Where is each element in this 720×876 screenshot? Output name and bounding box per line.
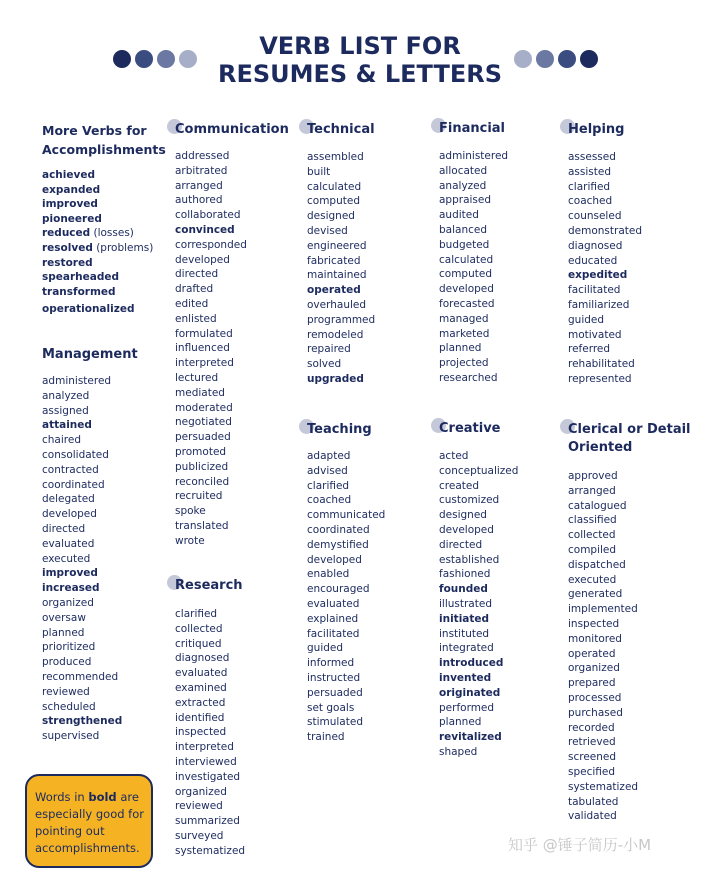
page-title	[0, 32, 720, 88]
verb-item: developed	[439, 283, 494, 296]
left-dots-decoration	[113, 50, 197, 68]
section-management	[42, 346, 138, 744]
verb-item: improved	[42, 567, 98, 580]
verb-item: reviewed	[175, 800, 223, 813]
verb-item: influenced	[175, 342, 230, 355]
verb-item	[42, 285, 166, 300]
heading-text: Teaching	[307, 422, 372, 437]
verb-item: remodeled	[307, 328, 364, 341]
verb-item: rehabilitated	[568, 358, 635, 371]
verb-item: authored	[175, 194, 223, 207]
verb-item: convinced	[175, 223, 235, 236]
verb-item: planned	[439, 716, 482, 729]
verb-item: evaluated	[307, 597, 360, 610]
section-teaching	[307, 421, 385, 745]
verb-item: acted	[439, 450, 469, 462]
verb-item: coordinated	[307, 523, 370, 536]
verb-item: reconciled	[175, 475, 230, 488]
verb-item: devised	[307, 224, 348, 237]
verb-item: encouraged	[307, 583, 370, 596]
word-list	[568, 150, 642, 387]
verb-item: compiled	[568, 543, 617, 556]
verb-item: evaluated	[42, 537, 95, 550]
verb-text: expanded	[42, 183, 101, 196]
verb-item: revitalized	[439, 731, 502, 744]
verb-item: originated	[439, 686, 501, 699]
verb-item: instituted	[439, 627, 490, 640]
verb-item: validated	[568, 810, 617, 823]
verb-item	[42, 226, 166, 241]
verb-item: coached	[568, 195, 613, 208]
verb-item: informed	[307, 657, 355, 670]
word-list	[175, 607, 245, 859]
verb-item: clarified	[175, 608, 218, 620]
verb-item: surveyed	[175, 829, 224, 842]
verb-item: upgraded	[307, 372, 364, 385]
verb-item: motivated	[568, 328, 622, 341]
verb-item: generated	[568, 588, 623, 601]
verb-item: communicated	[307, 509, 386, 522]
section-helping	[568, 121, 642, 387]
verb-item	[42, 168, 166, 183]
verb-item: scheduled	[42, 700, 96, 713]
verb-item: systematized	[175, 844, 246, 857]
verb-item: purchased	[568, 706, 623, 719]
verb-item: screened	[568, 751, 617, 764]
heading-line: Accomplishments	[42, 142, 166, 157]
heading-text: Communication	[175, 122, 289, 137]
verb-item: stimulated	[307, 716, 363, 729]
section-heading	[175, 577, 245, 595]
section-research	[175, 577, 245, 859]
section-heading	[175, 121, 289, 139]
section-accomplishments	[42, 121, 166, 317]
verb-text: pioneered	[42, 212, 102, 225]
verb-note: (problems)	[92, 241, 154, 254]
verb-item: prioritized	[42, 641, 96, 654]
section-clerical	[568, 421, 691, 824]
verb-item: directed	[175, 268, 219, 281]
verb-item: mediated	[175, 386, 225, 399]
verb-item: recommended	[42, 670, 119, 683]
verb-item: researched	[439, 371, 498, 384]
heading-line: More Verbs for	[42, 123, 147, 138]
verb-item: demonstrated	[568, 224, 643, 237]
verb-item: assembled	[307, 151, 364, 163]
word-list	[439, 149, 508, 386]
verb-item: adapted	[307, 450, 351, 462]
verb-item: clarified	[568, 180, 611, 193]
verb-item: recorded	[568, 721, 615, 734]
verb-item: summarized	[175, 815, 240, 828]
verb-item: negotiated	[175, 416, 232, 429]
verb-item: invented	[439, 671, 492, 684]
verb-item: analyzed	[439, 179, 487, 192]
right-dots-decoration	[514, 50, 598, 68]
word-list	[175, 149, 289, 549]
section-financial	[439, 120, 508, 386]
dot	[580, 50, 598, 68]
heading-text: Technical	[307, 122, 375, 137]
heading-text: Research	[175, 578, 243, 593]
verb-item: directed	[42, 522, 86, 535]
verb-item: developed	[42, 508, 97, 521]
watermark: 知乎 @锤子简历-小M	[508, 836, 652, 854]
verb-item: programmed	[307, 313, 376, 326]
dot	[113, 50, 131, 68]
word-list	[439, 449, 518, 760]
verb-item: inspected	[175, 726, 227, 739]
verb-item: integrated	[439, 642, 494, 655]
verb-item: organized	[42, 596, 94, 609]
verb-item: familiarized	[568, 298, 630, 311]
verb-item: formulated	[175, 327, 233, 340]
verb-item: performed	[439, 701, 495, 714]
verb-item: lectured	[175, 371, 219, 384]
verb-item: executed	[568, 573, 617, 586]
verb-item	[42, 302, 166, 317]
verb-item: explained	[307, 612, 359, 625]
verb-item: fabricated	[307, 254, 361, 267]
verb-item: maintained	[307, 269, 367, 282]
title-line-1: VERB LIST FOR	[259, 32, 461, 60]
verb-note: (losses)	[90, 227, 134, 240]
verb-item: referred	[568, 343, 611, 356]
verb-item: trained	[307, 731, 345, 744]
section-communication	[175, 121, 289, 549]
heading-text: Helping	[568, 122, 625, 137]
dot	[135, 50, 153, 68]
word-list	[42, 168, 166, 317]
verb-item: calculated	[307, 180, 362, 193]
verb-item: translated	[175, 519, 229, 532]
verb-text: reduced	[42, 227, 91, 240]
verb-item: persuaded	[175, 431, 231, 444]
verb-item: corresponded	[175, 238, 247, 251]
verb-item: spoke	[175, 505, 206, 518]
verb-item: initiated	[439, 612, 490, 625]
verb-item: clarified	[307, 479, 350, 492]
verb-item: collected	[568, 529, 616, 542]
verb-item: identified	[175, 711, 225, 724]
verb-item: chaired	[42, 434, 81, 447]
dot	[514, 50, 532, 68]
verb-item: collaborated	[175, 209, 241, 222]
verb-item: coached	[307, 494, 352, 507]
verb-item: contracted	[42, 463, 99, 476]
dot	[536, 50, 554, 68]
dot	[558, 50, 576, 68]
verb-item: allocated	[439, 164, 488, 177]
section-heading	[307, 421, 385, 439]
verb-item: facilitated	[568, 284, 621, 297]
dot	[179, 50, 197, 68]
verb-item: persuaded	[307, 686, 363, 699]
section-technical	[307, 121, 375, 387]
verb-item: interviewed	[175, 755, 237, 768]
verb-item: fashioned	[439, 568, 491, 581]
verb-item: systematized	[568, 780, 639, 793]
verb-item: moderated	[175, 401, 233, 414]
verb-item: arranged	[568, 484, 616, 497]
verb-item: counseled	[568, 210, 622, 223]
word-list	[42, 374, 138, 744]
verb-item: assessed	[568, 151, 616, 163]
verb-item: diagnosed	[568, 239, 623, 252]
verb-item: expedited	[568, 269, 628, 282]
note-text-post: are especially good for pointing out accomplishments.	[35, 790, 144, 855]
verb-item: edited	[175, 297, 209, 310]
verb-item: forecasted	[439, 297, 495, 310]
verb-item: classified	[568, 514, 617, 527]
heading-text: Oriented	[568, 440, 633, 455]
section-heading	[42, 121, 166, 159]
heading-text: Creative	[439, 421, 501, 436]
verb-item: customized	[439, 494, 500, 507]
verb-item: oversaw	[42, 611, 86, 624]
section-heading	[307, 121, 375, 139]
verb-item	[42, 241, 166, 256]
verb-item: executed	[42, 552, 91, 565]
verb-item: assisted	[568, 165, 612, 178]
verb-item: tabulated	[568, 795, 619, 808]
verb-item: strengthened	[42, 715, 123, 728]
section-heading	[439, 420, 518, 438]
note-text-pre: Words in	[35, 790, 89, 804]
verb-item: wrote	[175, 534, 205, 547]
verb-item: audited	[439, 209, 479, 222]
verb-item: examined	[175, 681, 227, 694]
section-heading	[568, 421, 691, 457]
verb-item: attained	[42, 419, 92, 432]
verb-item: extracted	[175, 696, 226, 709]
verb-item: advised	[307, 464, 348, 477]
verb-item: shaped	[439, 745, 478, 758]
verb-item: administered	[42, 375, 112, 387]
verb-text: improved	[42, 198, 98, 211]
verb-item: educated	[568, 254, 618, 267]
verb-item: guided	[307, 642, 344, 655]
verb-item: diagnosed	[175, 652, 230, 665]
verb-item: catalogued	[568, 499, 627, 512]
verb-item: investigated	[175, 770, 241, 783]
section-creative	[439, 420, 518, 760]
verb-item: specified	[568, 765, 616, 778]
verb-item: processed	[568, 691, 622, 704]
verb-item: monitored	[568, 632, 622, 645]
verb-item: drafted	[175, 283, 214, 296]
verb-text: resolved	[42, 241, 93, 254]
verb-item: designed	[439, 509, 487, 522]
verb-item: operated	[307, 284, 361, 297]
verb-item: enlisted	[175, 312, 217, 325]
verb-item: computed	[307, 195, 360, 208]
verb-item: planned	[42, 626, 85, 639]
verb-item: designed	[307, 210, 355, 223]
verb-text: operationalized	[42, 303, 135, 316]
verb-item: promoted	[175, 445, 227, 458]
note-text-bold: bold	[88, 790, 117, 804]
word-list	[307, 150, 375, 387]
word-list	[568, 469, 691, 824]
verb-item: implemented	[568, 603, 638, 616]
verb-item: evaluated	[175, 667, 228, 680]
verb-item: illustrated	[439, 597, 492, 610]
title-line-2: RESUMES & LETTERS	[218, 60, 502, 88]
verb-item: inspected	[568, 617, 620, 630]
section-heading	[439, 120, 508, 138]
verb-item: founded	[439, 583, 488, 596]
verb-item: supervised	[42, 730, 100, 743]
verb-item: approved	[568, 470, 618, 482]
verb-item: organized	[568, 662, 620, 675]
verb-item: represented	[568, 372, 632, 385]
verb-item: consolidated	[42, 448, 109, 461]
verb-item: introduced	[439, 657, 504, 670]
verb-item	[42, 212, 166, 227]
verb-item: overhauled	[307, 298, 367, 311]
verb-item: coordinated	[42, 478, 105, 491]
verb-item: analyzed	[42, 389, 90, 402]
verb-item: operated	[568, 647, 616, 660]
verb-item: built	[307, 165, 331, 178]
verb-item: delegated	[42, 493, 95, 506]
verb-item: interpreted	[175, 357, 234, 370]
verb-item: instructed	[307, 671, 361, 684]
section-heading: Management	[42, 347, 138, 362]
verb-item: interpreted	[175, 741, 234, 754]
section-heading	[568, 121, 642, 139]
verb-item	[42, 270, 166, 285]
verb-item: recruited	[175, 490, 223, 503]
verb-item: administered	[439, 150, 509, 162]
verb-item: conceptualized	[439, 464, 519, 477]
verb-item: developed	[175, 253, 230, 266]
verb-item: appraised	[439, 194, 492, 207]
verb-item: budgeted	[439, 238, 490, 251]
verb-item: marketed	[439, 327, 490, 340]
verb-item: critiqued	[175, 637, 222, 650]
verb-item	[42, 197, 166, 212]
heading-text: Clerical or Detail	[568, 422, 691, 437]
verb-item: calculated	[439, 253, 494, 266]
verb-item: enabled	[307, 568, 350, 581]
verb-item: set goals	[307, 701, 355, 714]
verb-item: established	[439, 553, 500, 566]
verb-item: retrieved	[568, 736, 616, 749]
verb-item: engineered	[307, 239, 367, 252]
bold-words-note	[25, 774, 153, 868]
verb-text: achieved	[42, 169, 95, 181]
verb-item: arranged	[175, 179, 223, 192]
verb-item: produced	[42, 656, 92, 669]
verb-item: computed	[439, 268, 492, 281]
verb-text: transformed	[42, 285, 116, 298]
verb-item: increased	[42, 582, 100, 595]
verb-item: developed	[307, 553, 362, 566]
verb-item	[42, 256, 166, 271]
verb-text: spearheaded	[42, 271, 119, 284]
verb-item: repaired	[307, 343, 351, 356]
verb-item: demystified	[307, 538, 369, 551]
verb-item: balanced	[439, 223, 488, 236]
verb-item: organized	[175, 785, 227, 798]
verb-item: prepared	[568, 677, 616, 690]
verb-item: planned	[439, 342, 482, 355]
verb-item: created	[439, 479, 479, 492]
verb-item: projected	[439, 357, 489, 370]
verb-item: assigned	[42, 404, 89, 417]
verb-text: restored	[42, 256, 93, 269]
verb-item: addressed	[175, 150, 230, 162]
heading-text: Financial	[439, 121, 506, 136]
verb-item: arbitrated	[175, 164, 228, 177]
verb-item: managed	[439, 312, 489, 325]
verb-item: reviewed	[42, 685, 90, 698]
dot	[157, 50, 175, 68]
verb-item: guided	[568, 313, 605, 326]
verb-item: collected	[175, 622, 223, 635]
verb-item: directed	[439, 538, 483, 551]
verb-item: publicized	[175, 460, 229, 473]
verb-item: developed	[439, 523, 494, 536]
verb-item: dispatched	[568, 558, 626, 571]
verb-item	[42, 183, 166, 198]
word-list	[307, 449, 385, 745]
verb-item: solved	[307, 358, 342, 371]
verb-item: facilitated	[307, 627, 360, 640]
